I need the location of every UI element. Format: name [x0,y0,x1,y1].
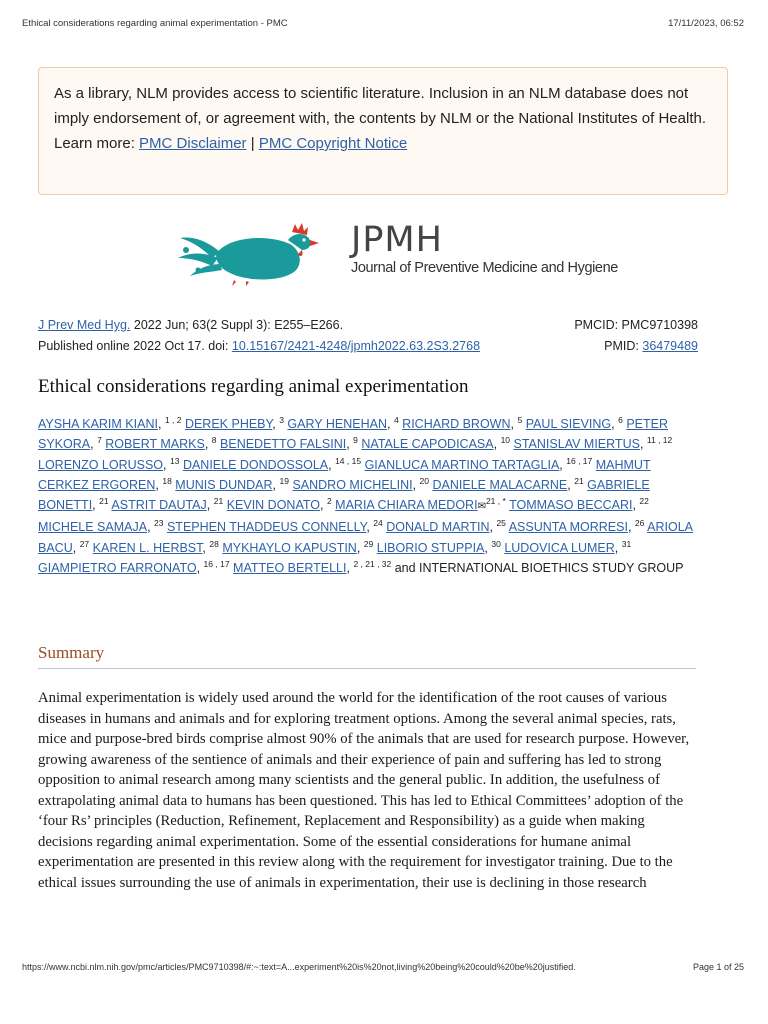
affiliation-ref[interactable]: 2 [326,496,332,507]
summary-heading: Summary [38,643,105,662]
affiliation-ref[interactable]: 21 [574,475,584,486]
author-link[interactable]: ASTRIT DAUTAJ [111,498,207,513]
journal-logo[interactable] [176,210,636,286]
affiliation-ref[interactable]: 20 [419,475,430,486]
article-title: Ethical considerations regarding animal experimentation [38,376,469,397]
author-link[interactable]: MAHMUT CERKEZ ERGOREN [38,457,651,492]
affiliation-ref[interactable]: 4 [393,415,399,425]
affiliation-ref[interactable]: 10 [500,435,511,446]
affiliation-ref[interactable]: 24 [373,518,383,529]
author-link[interactable]: GIANLUCA MARTINO TARTAGLIA [364,457,560,472]
affiliation-ref[interactable]: 14 , 15 [335,455,362,466]
author-link[interactable]: GABRIELE BONETTI [38,477,650,513]
citation-text: 2022 Jun; 63(2 Suppl 3): E255–E266. [130,318,344,332]
affiliation-ref[interactable]: 27 [79,538,90,549]
nlm-disclaimer-notice [38,67,728,195]
email-icon[interactable]: ✉ [477,501,486,513]
affiliation-ref[interactable]: 21 [213,496,224,507]
affiliation-ref[interactable]: 30 [491,538,501,549]
affiliation-ref[interactable]: 21 [99,496,109,507]
affiliation-ref[interactable]: 9 [353,435,358,446]
summary-divider [38,668,696,669]
affiliation-ref[interactable]: 29 [363,538,374,549]
print-footer-page: Page 1 of 25 [692,962,744,972]
affiliation-ref[interactable]: 11 , 12 [646,435,673,446]
author-link[interactable]: ARIOLA BACU [38,520,694,555]
affiliation-ref[interactable]: 7 [97,435,102,446]
published-line [38,336,698,357]
pmcid: PMCID: PMC9710398 [574,318,698,332]
author-link[interactable]: RICHARD BROWN [402,417,511,431]
affiliation-ref[interactable]: 16 , 17 [203,559,230,570]
affiliation-ref[interactable]: 13 [169,455,180,466]
affiliation-ref[interactable]: 3 [279,415,284,425]
author-link[interactable]: AYSHA KARIM KIANI [38,417,158,431]
affiliation-ref[interactable]: 6 [618,415,623,425]
author-link[interactable]: ROBERT MARKS [105,437,205,452]
affiliation-ref[interactable]: 28 [209,538,219,549]
author-link[interactable]: NATALE CAPODICASA [361,437,494,452]
author-link[interactable]: SANDRO MICHELINI [292,477,413,492]
author-link[interactable]: DONALD MARTIN [386,520,490,535]
logo-subtitle: Journal of Preventive Medicine and Hygiene [351,260,618,276]
author-link[interactable]: KAREN L. HERBST [92,540,203,555]
affiliation-ref[interactable]: 18 [162,475,172,486]
affiliation-ref[interactable]: 21 , * [485,496,506,507]
pmc-disclaimer-link[interactable]: PMC Disclaimer [139,135,247,152]
author-link[interactable]: DANIELE MALACARNE [432,477,568,492]
journal-link[interactable]: J Prev Med Hyg. [38,318,131,332]
author-link[interactable]: PAUL SIEVING [525,417,612,431]
logo-title: JPMH [351,220,443,260]
author-link[interactable]: GIAMPIETRO FARRONATO [38,561,197,576]
author-link[interactable]: MATTEO BERTELLI [233,561,347,576]
affiliation-ref[interactable]: 8 [211,435,217,446]
citation-meta [38,315,698,357]
print-footer-url: https://www.ncbi.nlm.nih.gov/pmc/articles/PMC9710398/#:~:text=A...experiment%20is%20not,living%20being%20could%20be%20justified. [22,962,576,972]
link-separator: | [250,135,255,152]
affiliation-ref[interactable]: 1 , 2 [164,415,182,425]
bird-logo-icon [176,210,326,286]
affiliation-ref[interactable]: 16 , 17 [566,455,593,466]
affiliation-ref[interactable]: 2 , 21 , 32 [353,559,392,570]
pmid-link[interactable]: 36479489 [642,339,698,353]
author-link[interactable]: STANISLAV MIERTUS [513,437,640,452]
print-header-title: Ethical considerations regarding animal experimentation - PMC [22,18,288,29]
learn-more-label: Learn more: [54,135,135,152]
affiliation-ref[interactable]: 25 [496,518,506,529]
affiliation-ref[interactable]: 5 [517,415,523,425]
author-link[interactable]: MARIA CHIARA MEDORI [335,498,478,513]
author-list: AYSHA KARIM KIANI, $^{1 , 2}$ DEREK PHEBY, $^3$ GARY HENEHAN, $^4$ RICHARD BROWN, $^5$ PAUL SIEVING, $^6$ PETER SYKORA, $^7$ ROBERT MARKS, $^8$ BENEDETTO FALSINI, $^9$ NATALE CAPODICASA, $^{10}$ STANISLAV MIERTUS, $^{11 , 12}$ LORENZO LORUSSO, $^{13}$ DANIELE DONDOSSOLA, $^{14 , 15}$ GIANLUCA MARTINO TARTAGLIA, $^{16 , 17}$ MAHMUT CERKEZ ERGOREN, $^{18}$ MUNIS DUNDAR, $^{19}$ SANDRO MICHELINI, $^{20}$ DANIELE MALACARNE, $^{21}$ GABRIELE BONETTI, $^{21}$ ASTRIT DAUTAJ, $^{21}$ KEVIN DONATO, $^2$ MARIA CHIARA MEDORI✉$^{21 , *}$ TOMMASO BECCARI, $^{22}$ MICHELE SAMAJA, $^{23}$ STEPHEN THADDEUS CONNELLY, $^{24}$ DONALD MARTIN, $^{25}$ ASSUNTA MORRESI, $^{26}$ ARIOLA BACU, $^{27}$ KAREN L. HERBST, $^{28}$ MYKHAYLO KAPUSTIN, $^{29}$ LIBORIO STUPPIA, $^{30}$ LUDOVICA LUMER, $^{31}$ GIAMPIETRO FARRONATO, $^{16 , 17}$ MATTEO BERTELLI, $^{2 , 21 , 32}$ and INTERNATIONAL BIOETHICS STUDY GROUP [38,415,694,576]
published-text: Published online 2022 Oct 17. doi: [38,339,232,353]
affiliation-ref[interactable]: 19 [279,475,289,486]
author-link[interactable]: GARY HENEHAN [287,417,387,431]
pmid-line [604,336,698,357]
print-header-datetime: 17/11/2023, 06:52 [668,18,744,29]
author-link[interactable]: LIBORIO STUPPIA [376,540,485,555]
notice-text: As a library, NLM provides access to scientific literature. Inclusion in an NLM database does not imply endorsement of, or agreement with, the contents by NLM or the National Institutes of Health. [54,85,706,127]
affiliation-ref[interactable]: 22 [639,496,649,507]
author-link[interactable]: MYKHAYLO KAPUSTIN [222,540,357,555]
citation-line [38,315,698,336]
author-link[interactable]: STEPHEN THADDEUS CONNELLY [166,520,367,535]
pmid-label: PMID: [604,339,643,353]
author-link[interactable]: LORENZO LORUSSO [38,457,164,472]
print-header [22,18,744,32]
author-link[interactable]: KEVIN DONATO [226,498,320,513]
author-link[interactable]: BENEDETTO FALSINI [220,437,347,452]
author-link[interactable]: PETER SYKORA [38,417,668,452]
print-footer [22,962,744,972]
abstract-text: Animal experimentation is widely used around the world for the identification of the root causes of various diseases in humans and animals and for exploring treatment options. Among the several animal species, rats, mice and purpose-bred birds comprise almost 90% of the animals that are used for research purpose. However, growing awareness of the sentience of animals and their experience of pain and suffering has led to strong opposition to animal research among many scientists and the general public. In addition, the usefulness of extrapolating animal data to humans has been questioned. This has led to Ethical Committees’ adoption of the ‘four Rs’ principles (Reduction, Refinement, Replacement and Responsibility) as a guide when making decisions regarding animal experimentation. Some of the essential considerations for humane animal experimentation are presented in this review along with the requirement for investigator training. Due to the ethical issues surrounding the use of animals in experimentation, their use is declining in those research [38,690,690,891]
pmc-copyright-link[interactable]: PMC Copyright Notice [258,135,408,152]
author-link[interactable]: DEREK PHEBY [184,417,273,431]
affiliation-ref[interactable]: 23 [154,518,164,529]
author-link[interactable]: LUDOVICA LUMER [504,540,615,555]
author-link[interactable]: DANIELE DONDOSSOLA [182,457,329,472]
affiliation-ref[interactable]: 31 [621,538,632,549]
doi-link[interactable]: 10.15167/2421-4248/jpmh2022.63.2S3.2768 [231,339,481,353]
author-link[interactable]: MUNIS DUNDAR [175,477,273,492]
author-link[interactable]: MICHELE SAMAJA [38,520,148,535]
author-link[interactable]: ASSUNTA MORRESI [508,520,628,535]
author-link[interactable]: TOMMASO BECCARI [509,498,633,513]
authors-tail: and INTERNATIONAL BIOETHICS STUDY GROUP [391,561,684,576]
affiliation-ref[interactable]: 26 [634,518,645,529]
